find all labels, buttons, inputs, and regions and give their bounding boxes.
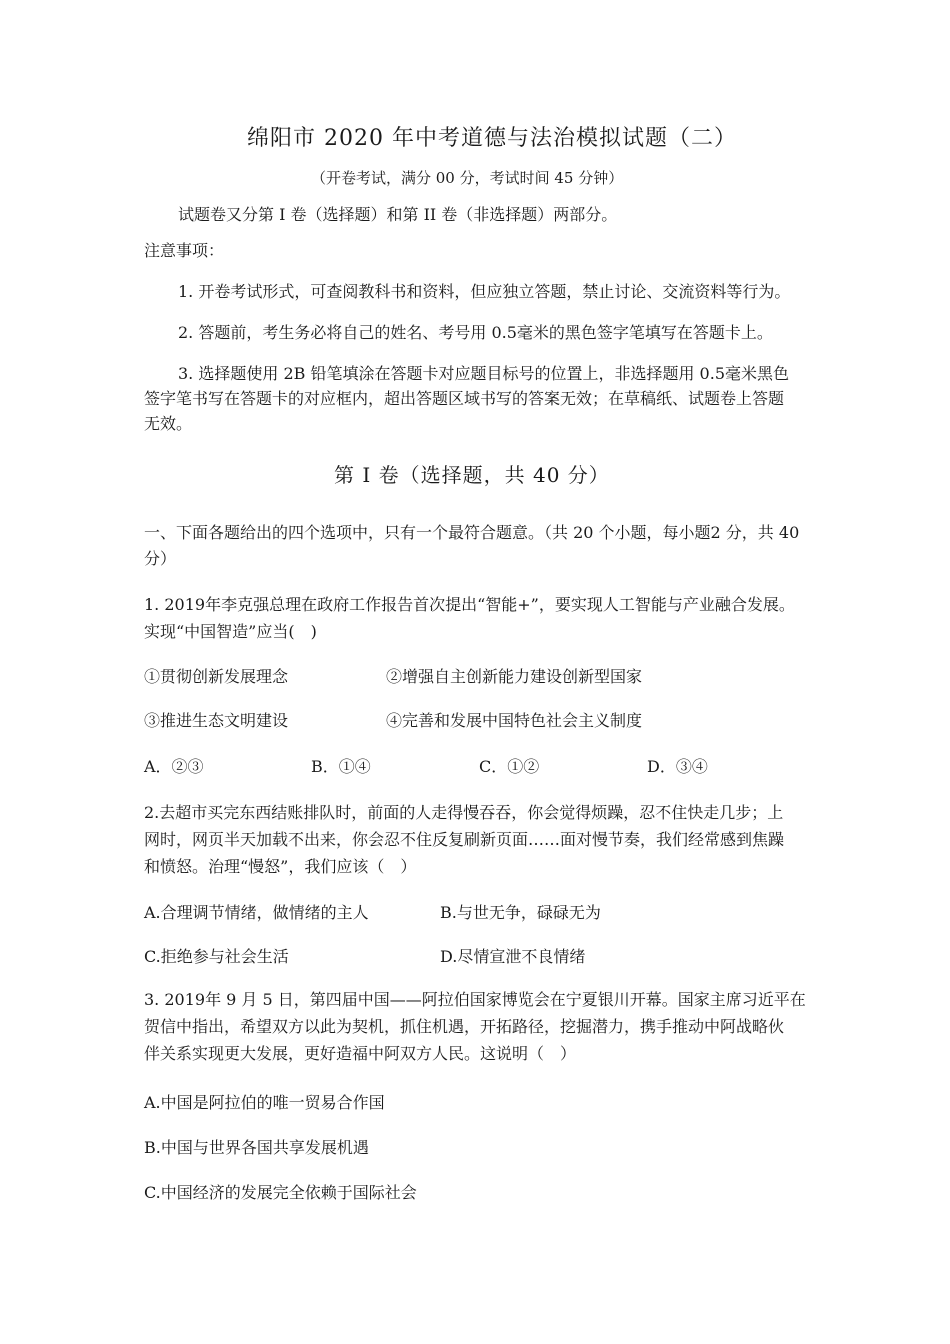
question-3-option-a: A.中国是阿拉伯的唯一贸易合作国	[144, 1093, 385, 1112]
question-1-statement: ①贯彻创新发展理念	[144, 667, 289, 686]
question-1-stem: 1. 2019年李克强总理在政府工作报告首次提出“智能+”，要实现人工智能与产业融合发展。	[144, 595, 795, 614]
part-instructions: 一、下面各题给出的四个选项中，只有一个最符合题意。（共 20 个小题，每小题2 分，共 40	[144, 523, 800, 542]
question-2-stem-continued: 和愤怒。治理“慢怒”，我们应该（ ）	[144, 857, 417, 876]
question-1-statement: ③推进生态文明建设	[144, 711, 289, 730]
notice-item: 1. 开卷考试形式，可查阅教科书和资料，但应独立答题，禁止讨论、交流资料等行为。	[178, 282, 791, 301]
question-1-option-c: C．①②	[479, 757, 540, 776]
question-3-stem-continued: 贺信中指出，希望双方以此为契机，抓住机遇，开拓路径，挖掘潜力，携手推动中阿战略伙	[144, 1017, 785, 1036]
notice-item-continued: 签字笔书写在答题卡的对应框内，超出答题区域书写的答案无效；在草稿纸、试题卷上答题	[144, 389, 785, 408]
question-1-option-a: A．②③	[144, 757, 204, 776]
question-3-stem-continued: 伴关系实现更大发展，更好造福中阿双方人民。这说明（ ）	[144, 1044, 577, 1063]
exam-subtitle: （开卷考试，满分 00 分，考试时间 45 分钟）	[311, 169, 624, 187]
notice-heading: 注意事项：	[144, 241, 225, 260]
intro-text: 试题卷又分第 I 卷（选择题）和第 II 卷（非选择题）两部分。	[178, 205, 618, 224]
question-3-option-b: B.中国与世界各国共享发展机遇	[144, 1138, 369, 1157]
question-1-stem-continued: 实现“中国智造”应当( )	[144, 622, 317, 641]
notice-item-continued: 无效。	[144, 414, 193, 433]
question-2-option-c: C.拒绝参与社会生活	[144, 947, 289, 966]
question-2-option-a: A.合理调节情绪，做情绪的主人	[144, 903, 369, 922]
section-title: 第 I 卷（选择题，共 40 分）	[334, 463, 610, 487]
question-2-stem-continued: 网时，网页半天加载不出来，你会忍不住反复刷新页面……面对慢节奏，我们经常感到焦躁	[144, 830, 785, 849]
question-1-option-d: D．③④	[647, 757, 708, 776]
question-1-statement: ②增强自主创新能力建设创新型国家	[386, 667, 643, 686]
question-2-option-b: B.与世无争，碌碌无为	[440, 903, 601, 922]
question-1-statement: ④完善和发展中国特色社会主义制度	[386, 711, 643, 730]
question-1-option-b: B．①④	[311, 757, 371, 776]
notice-item: 2. 答题前，考生务必将自己的姓名、考号用 0.5毫米的黑色签字笔填写在答题卡上。	[178, 323, 773, 342]
question-2-stem: 2.去超市买完东西结账排队时，前面的人走得慢吞吞，你会觉得烦躁，忍不住快走几步；上	[144, 803, 784, 822]
question-3-option-c: C.中国经济的发展完全依赖于国际社会	[144, 1183, 417, 1202]
part-instructions-continued: 分）	[144, 549, 177, 568]
question-3-stem: 3. 2019年 9 月 5 日，第四届中国——阿拉伯国家博览会在宁夏银川开幕。国家主席习近平在	[144, 990, 806, 1009]
question-2-option-d: D.尽情宣泄不良情绪	[440, 947, 586, 966]
page-title: 绵阳市 2020 年中考道德与法治模拟试题（二）	[247, 126, 737, 151]
notice-item: 3. 选择题使用 2B 铅笔填涂在答题卡对应题目标号的位置上，非选择题用 0.5毫米黑色	[178, 364, 789, 383]
